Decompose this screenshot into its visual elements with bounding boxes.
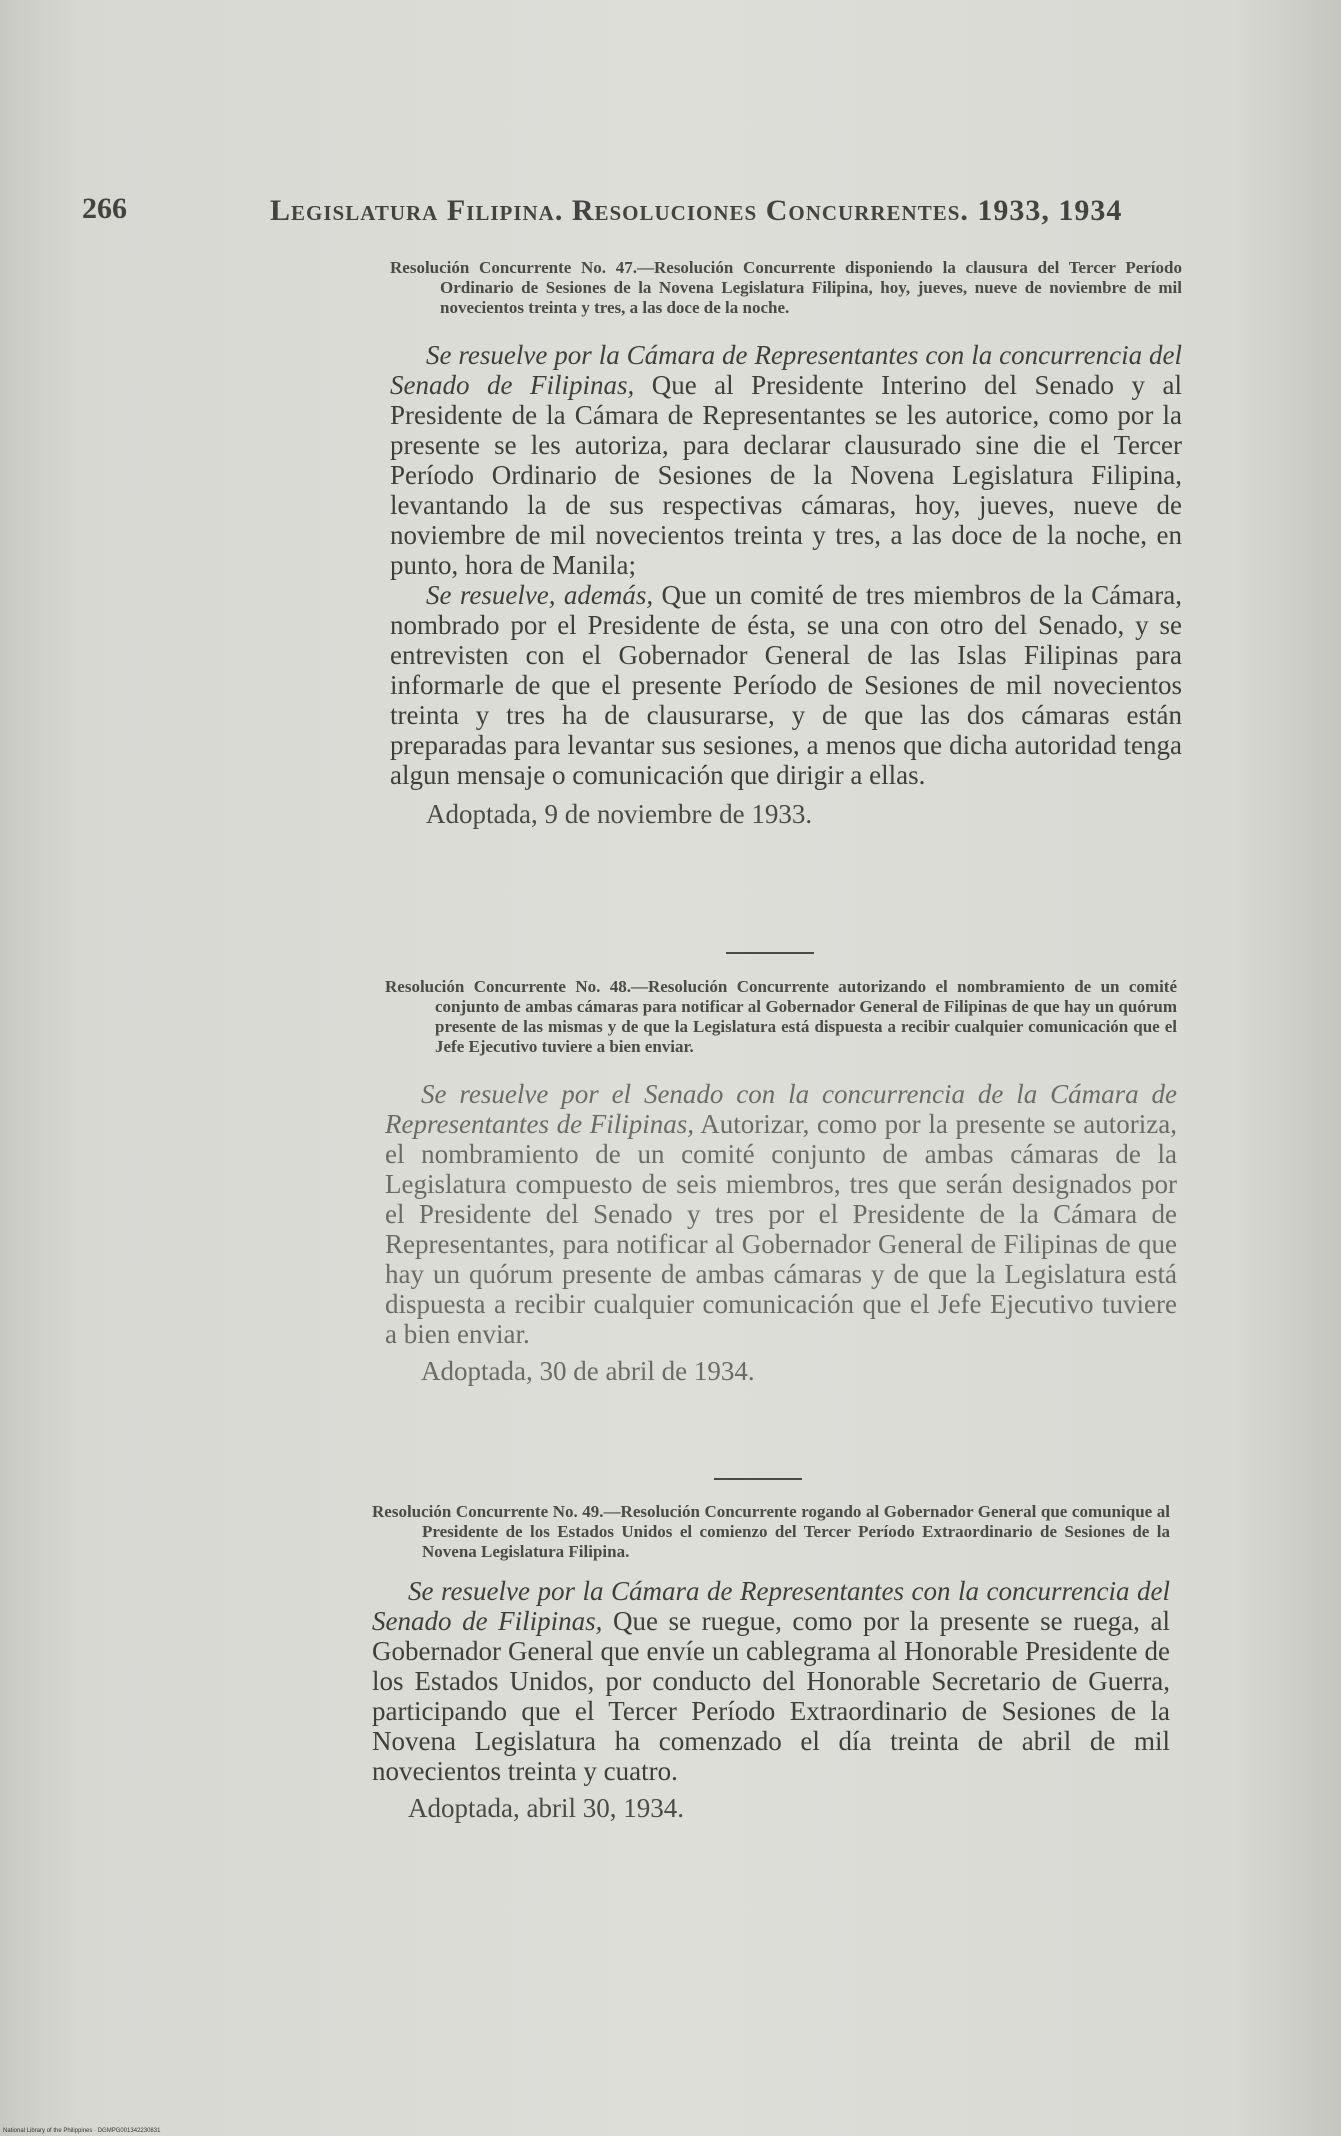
adoption-date: Adoptada, 9 de noviembre de 1933. <box>426 799 813 829</box>
section-divider <box>714 1478 802 1480</box>
resolution-formula: Se resuelve por la Cámara de Representantes con la concurrencia del Senado de Filipinas, <box>390 340 1182 400</box>
resolution-49 <box>372 1502 1170 1824</box>
resolution-heading: Resolución Concurrente No. 49.—Resolución Concurrente rogando al Gobernador General que comunique al Presidente de los Estados Unidos el comienzo del Tercer Período Extraordinario de Sesiones de la Novena Legislatura Filipina. <box>372 1502 1170 1561</box>
resolution-47 <box>390 258 1182 830</box>
scan-footer: National Library of the Philippines · DGMPG001342230831 <box>3 2128 161 2134</box>
resolution-paragraph <box>390 580 1182 790</box>
adoption-date: Adoptada, 30 de abril de 1934. <box>421 1356 755 1386</box>
resolution-text: Autorizar, como por la presente se autoriza, el nombramiento de un comité conjunto de ambas cámaras de la Legislatura compuesto de seis miembros, tres que serán designados por el Presidente del Senado y tres por el Presidente de la Cámara de Representantes, para notificar al Gobernador General de Filipinas de que hay un quórum presente de ambas cámaras y de que la Legislatura está dispuesta a recibir cualquier comunicación que el Jefe Ejecutivo tuviere a bien enviar. <box>385 1109 1177 1349</box>
resolution-heading: Resolución Concurrente No. 48.—Resolución Concurrente autorizando el nombramiento de un comité conjunto de ambas cámaras para notificar al Gobernador General de Filipinas de que hay un quórum presente de las mismas y de que la Legislatura está dispuesta a recibir cualquier comunicación que el Jefe Ejecutivo tuviere a bien enviar. <box>385 977 1177 1056</box>
resolution-text: Que se ruegue, como por la presente se ruega, al Gobernador General que envíe un cablegrama al Honorable Presidente de los Estados Unidos, por conducto del Honorable Secretario de Guerra, participando que el Tercer Período Extraordinario de Sesiones de la Novena Legislatura ha comenzado el día treinta de abril de mil novecientos treinta y cuatro. <box>372 1606 1170 1786</box>
resolution-text: Que un comité de tres miembros de la Cámara, nombrado por el Presidente de ésta, se una con otro del Senado, y se entrevisten con el Gobernador General de las Islas Filipinas para informarle de que el presente Período de Sesiones de mil novecientos treinta y tres ha de clausurarse, y de que las dos cámaras están preparadas para levantar sus sesiones, a menos que dicha autoridad tenga algun mensaje o comunicación que dirigir a ellas. <box>390 580 1182 790</box>
resolution-text: Que al Presidente Interino del Senado y al Presidente de la Cámara de Representantes se les autorice, como por la presente se les autoriza, para declarar clausurado sine die el Tercer Período Ordinario de Sesiones de la Novena Legislatura Filipina, levantando la de sus respectivas cámaras, hoy, jueves, nueve de noviembre de mil novecientos treinta y tres, a las doce de la noche, en punto, hora de Manila; <box>390 370 1182 580</box>
resolution-heading: Resolución Concurrente No. 47.—Resolución Concurrente disponiendo la clausura del Tercer Período Ordinario de Sesiones de la Novena Legislatura Filipina, hoy, jueves, nueve de noviembre de mil novecientos treinta y tres, a las doce de la noche. <box>390 258 1182 317</box>
resolution-paragraph <box>372 1576 1170 1786</box>
page-number: 266 <box>82 192 127 225</box>
resolution-formula: Se resuelve por la Cámara de Representantes con la concurrencia del Senado de Filipinas, <box>372 1576 1170 1636</box>
adoption-date: Adoptada, abril 30, 1934. <box>408 1793 684 1823</box>
resolution-48 <box>385 977 1177 1387</box>
running-title: Legislatura Filipina. Resoluciones Concurrentes. 1933, 1934 <box>270 194 1123 227</box>
resolution-formula: Se resuelve por el Senado con la concurrencia de la Cámara de Representantes de Filipinas, <box>385 1079 1177 1139</box>
page-header <box>82 192 1182 232</box>
resolution-paragraph <box>385 1079 1177 1349</box>
resolution-formula: Se resuelve, además, <box>426 580 654 610</box>
resolution-paragraph <box>390 340 1182 580</box>
section-divider <box>726 952 814 954</box>
